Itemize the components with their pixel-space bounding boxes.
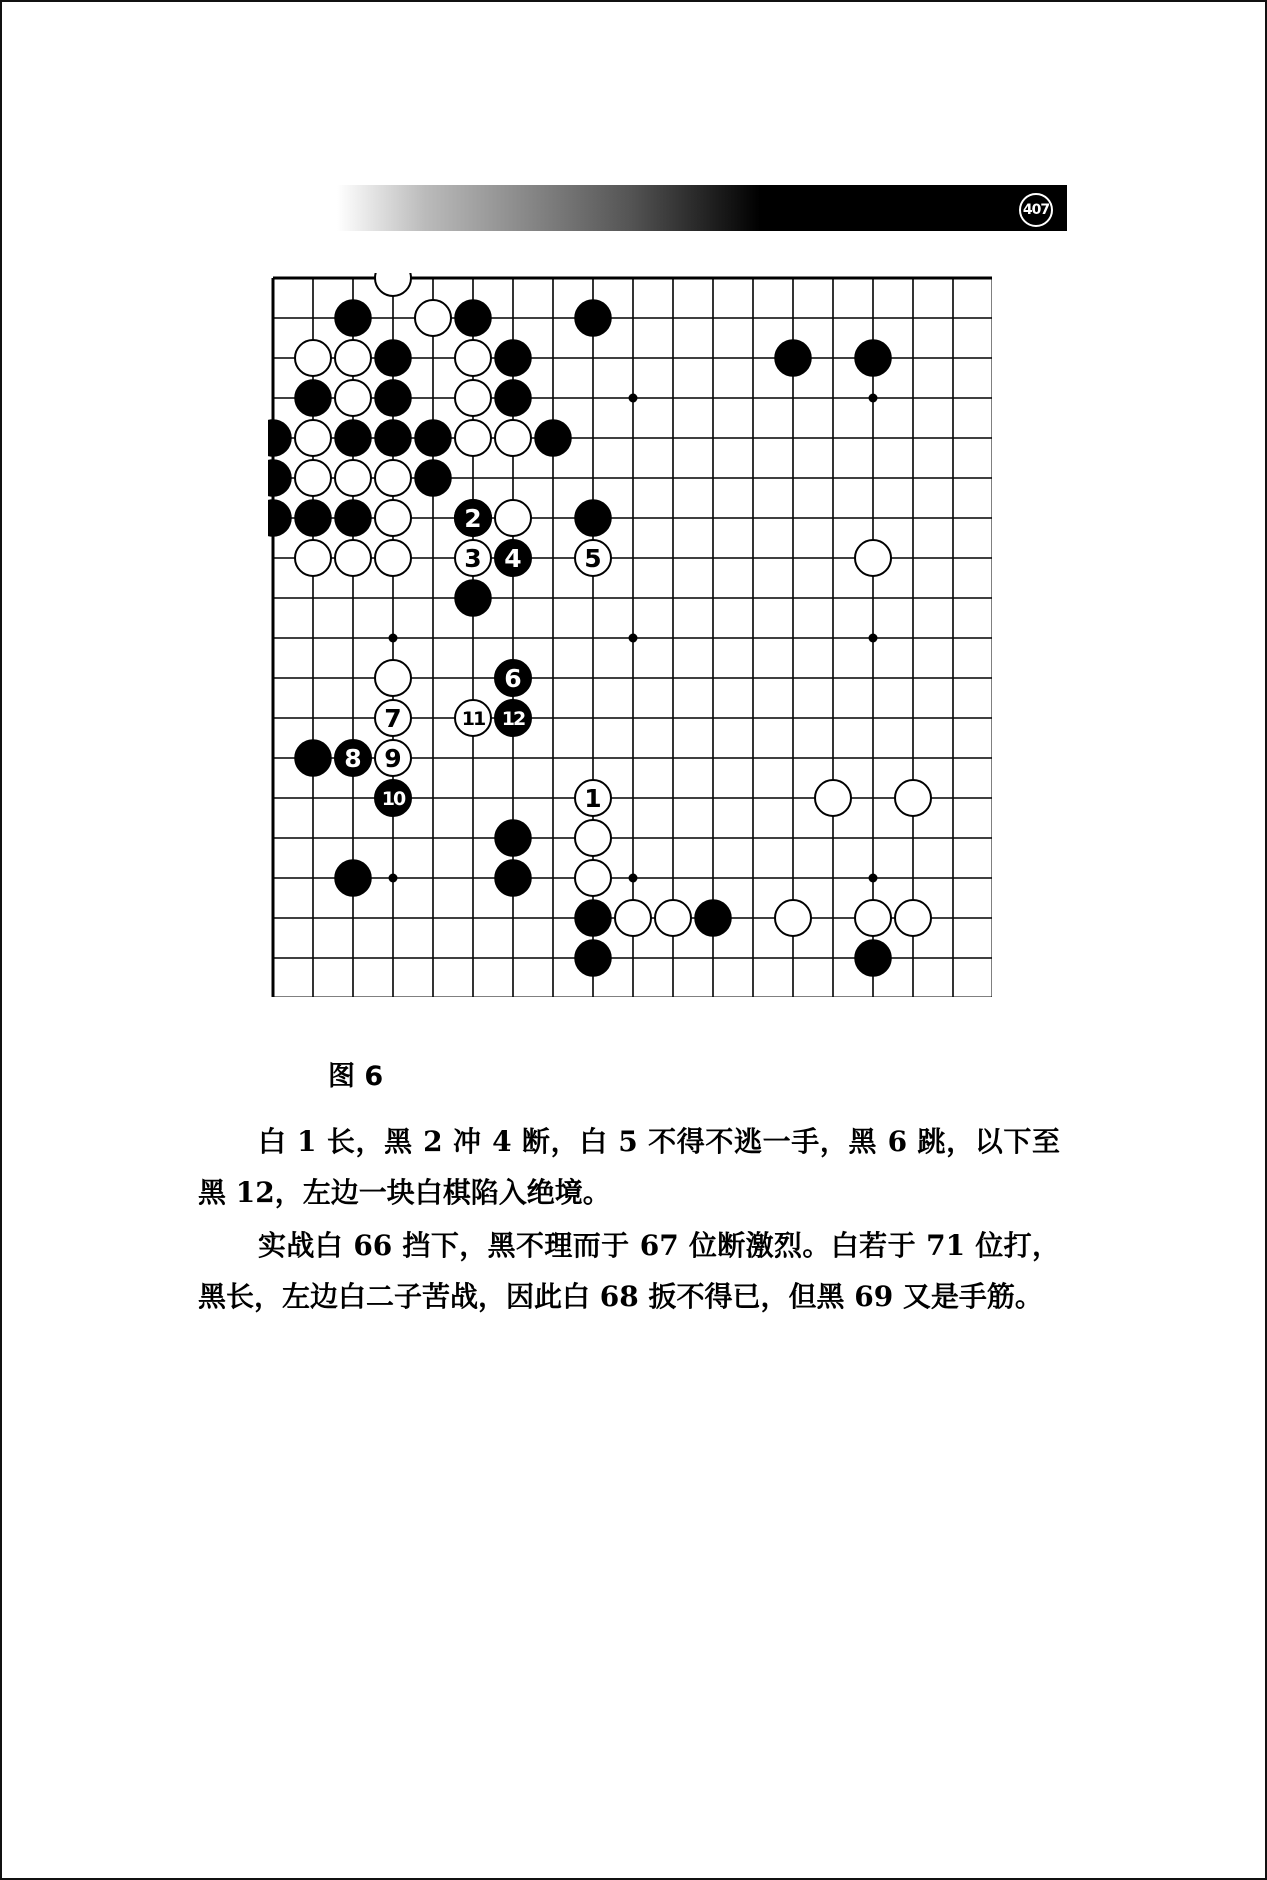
body-text bbox=[198, 1116, 1060, 1324]
black-stone bbox=[268, 420, 291, 456]
stone-number-label: 4 bbox=[504, 544, 522, 573]
black-stone bbox=[855, 940, 891, 976]
black-stone bbox=[575, 300, 611, 336]
stone-number-label: 1 bbox=[584, 784, 602, 813]
page-number: 407 bbox=[1019, 193, 1053, 227]
white-stone bbox=[495, 420, 531, 456]
black-stone bbox=[575, 940, 611, 976]
white-stone bbox=[295, 460, 331, 496]
black-stone bbox=[295, 500, 331, 536]
stone-number-label: 10 bbox=[381, 788, 405, 810]
white-stone bbox=[895, 900, 931, 936]
star-point bbox=[869, 394, 878, 403]
white-stone bbox=[335, 460, 371, 496]
star-point bbox=[629, 394, 638, 403]
black-stone bbox=[495, 820, 531, 856]
black-stone bbox=[455, 300, 491, 336]
stone-number-label: 9 bbox=[384, 744, 402, 773]
black-stone bbox=[455, 580, 491, 616]
white-stone bbox=[295, 420, 331, 456]
figure-caption: 图 6 bbox=[328, 1061, 384, 1092]
black-stone bbox=[375, 380, 411, 416]
stone-number-label: 6 bbox=[504, 664, 522, 693]
black-stone bbox=[335, 300, 371, 336]
star-point bbox=[869, 874, 878, 883]
black-stone bbox=[335, 420, 371, 456]
black-stone bbox=[495, 340, 531, 376]
black-stone bbox=[775, 340, 811, 376]
go-board-diagram bbox=[268, 273, 992, 997]
paragraph-1: 白 1 长，黑 2 冲 4 断，白 5 不得不逃一手，黑 6 跳，以下至黑 12，左边一块白棋陷入绝境。 bbox=[198, 1125, 1060, 1209]
black-stone bbox=[375, 340, 411, 376]
black-stone bbox=[295, 380, 331, 416]
white-stone bbox=[855, 900, 891, 936]
black-stone bbox=[855, 340, 891, 376]
star-point bbox=[869, 634, 878, 643]
star-point bbox=[389, 874, 398, 883]
white-stone bbox=[615, 900, 651, 936]
black-stone bbox=[415, 460, 451, 496]
white-stone bbox=[375, 460, 411, 496]
white-stone bbox=[335, 340, 371, 376]
black-stone bbox=[575, 500, 611, 536]
black-stone bbox=[575, 900, 611, 936]
star-point bbox=[629, 634, 638, 643]
black-stone bbox=[535, 420, 571, 456]
white-stone bbox=[855, 540, 891, 576]
white-stone bbox=[895, 780, 931, 816]
stone-number-label: 3 bbox=[464, 544, 482, 573]
white-stone bbox=[335, 380, 371, 416]
page-header-band bbox=[337, 185, 1067, 231]
stone-number-label: 8 bbox=[344, 744, 362, 773]
white-stone bbox=[295, 340, 331, 376]
white-stone bbox=[375, 273, 411, 296]
black-stone bbox=[495, 380, 531, 416]
black-stone bbox=[335, 500, 371, 536]
white-stone bbox=[575, 860, 611, 896]
stone-number-label: 11 bbox=[461, 708, 485, 730]
black-stone bbox=[268, 460, 291, 496]
star-point bbox=[629, 874, 638, 883]
black-stone bbox=[495, 860, 531, 896]
white-stone bbox=[455, 380, 491, 416]
white-stone bbox=[455, 420, 491, 456]
white-stone bbox=[655, 900, 691, 936]
white-stone bbox=[375, 660, 411, 696]
white-stone bbox=[455, 340, 491, 376]
stone-number-label: 12 bbox=[501, 708, 525, 730]
black-stone bbox=[335, 860, 371, 896]
star-point bbox=[389, 634, 398, 643]
white-stone bbox=[375, 500, 411, 536]
black-stone bbox=[415, 420, 451, 456]
white-stone bbox=[375, 540, 411, 576]
white-stone bbox=[815, 780, 851, 816]
white-stone bbox=[295, 540, 331, 576]
paragraph-2: 实战白 66 挡下，黑不理而于 67 位断激烈。白若于 71 位打，黑长，左边白二子苦战，因此白 68 扳不得已，但黑 69 又是手筋。 bbox=[198, 1229, 1060, 1313]
black-stone bbox=[695, 900, 731, 936]
white-stone bbox=[575, 820, 611, 856]
stone-number-label: 5 bbox=[584, 544, 602, 573]
stone-number-label: 2 bbox=[464, 504, 482, 533]
black-stone bbox=[268, 500, 291, 536]
white-stone bbox=[775, 900, 811, 936]
white-stone bbox=[495, 500, 531, 536]
black-stone bbox=[375, 420, 411, 456]
black-stone bbox=[295, 740, 331, 776]
white-stone bbox=[415, 300, 451, 336]
white-stone bbox=[335, 540, 371, 576]
stone-number-label: 7 bbox=[384, 704, 402, 733]
